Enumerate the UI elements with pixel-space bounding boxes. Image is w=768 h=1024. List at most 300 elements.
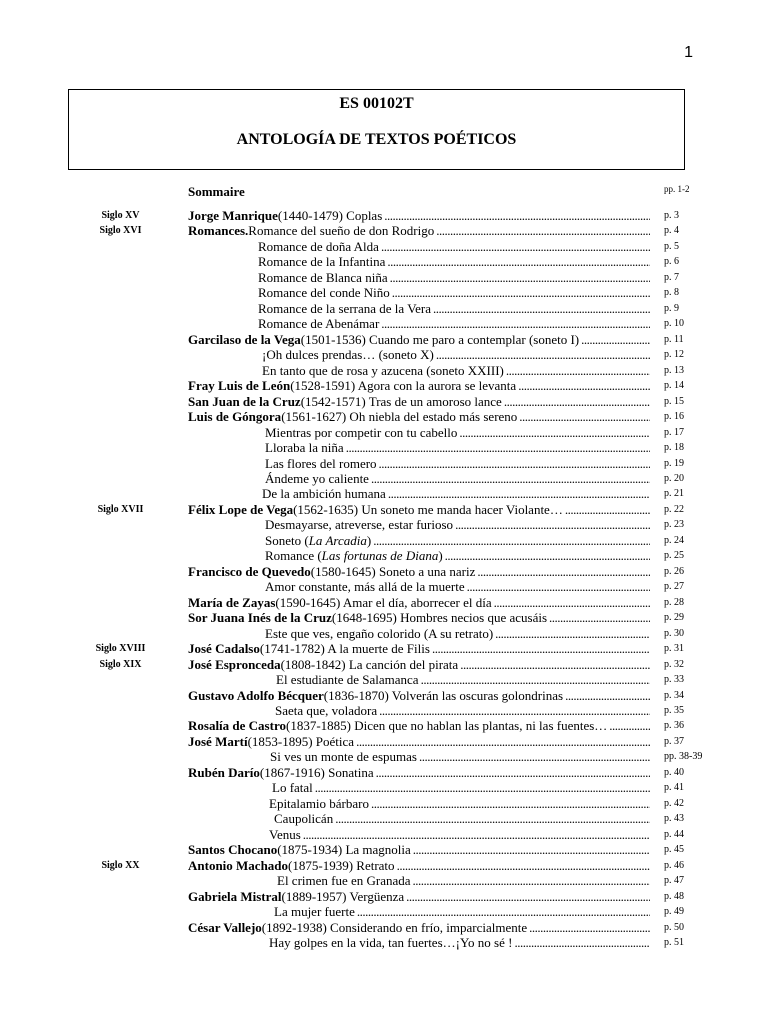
- poem-title: [265, 533, 371, 548]
- dot-leader: [371, 796, 650, 811]
- toc-entry: [0, 486, 768, 501]
- entry-text: [258, 239, 650, 254]
- entry-text: [265, 440, 650, 455]
- entry-text: [188, 409, 650, 424]
- toc-entry: [0, 827, 768, 842]
- poem-title-text: (1808-1842) La canción del pirata: [280, 656, 459, 672]
- author-name: Antonio Machado: [188, 857, 289, 873]
- author-name: Garcilaso de la Vega: [188, 331, 301, 347]
- poem-title: [269, 827, 301, 842]
- toc-entry: [0, 239, 768, 254]
- page-reference: p. 12: [664, 349, 684, 361]
- poem-title: [262, 363, 504, 378]
- toc-entry: [0, 935, 768, 950]
- entry-text: [265, 626, 650, 641]
- dot-leader: [518, 378, 650, 393]
- poem-title-text: (1562-1635) Un soneto me manda hacer Violante…: [293, 501, 563, 517]
- poem-title: [277, 842, 411, 857]
- entry-text: [262, 347, 650, 362]
- century-label: Siglo XV: [101, 210, 140, 221]
- poem-title: [286, 718, 607, 733]
- author-name: Jorge Manrique: [188, 208, 278, 223]
- page-reference: p. 43: [664, 813, 684, 825]
- toc-entry: [0, 316, 768, 331]
- poem-title-text: El crimen fue en Granada: [277, 873, 411, 889]
- entry-text: [265, 471, 650, 486]
- page-reference: p. 22: [664, 503, 684, 515]
- dot-leader: [504, 394, 650, 409]
- dot-leader: [529, 920, 650, 935]
- toc-entry: [0, 564, 768, 579]
- poem-title-text: (1892-1938) Considerando en frío, imparcialmente: [261, 919, 528, 935]
- poem-title: [275, 595, 491, 610]
- document-header: [68, 89, 685, 170]
- entry-text: [269, 796, 650, 811]
- toc-entry: [0, 456, 768, 471]
- dot-leader: [379, 703, 650, 718]
- page-reference: p. 29: [664, 612, 684, 624]
- entry-text: [265, 517, 650, 532]
- poem-title: [290, 378, 516, 393]
- author-name: Fray Luis de León: [188, 378, 291, 394]
- dot-leader: [346, 440, 650, 455]
- page-reference: p. 4: [664, 225, 679, 237]
- entry-text: [188, 858, 650, 873]
- page-reference: p. 41: [664, 782, 684, 794]
- dot-leader: [506, 363, 650, 378]
- dot-leader: [419, 749, 650, 764]
- page-reference: p. 11: [664, 333, 684, 345]
- poem-title: [258, 301, 431, 316]
- dot-leader: [387, 254, 650, 269]
- toc-entry: [0, 688, 768, 703]
- page-reference: p. 42: [664, 797, 684, 809]
- entry-text: [188, 595, 650, 610]
- entry-text: [265, 425, 650, 440]
- author-name: Sor Juana Inés de la Cruz: [188, 610, 332, 626]
- poem-title-text: Si ves un monte de espumas: [270, 749, 417, 765]
- dot-leader: [459, 425, 650, 440]
- poem-title-text: (1875-1934) La magnolia: [277, 842, 411, 858]
- page-reference: p. 46: [664, 859, 684, 871]
- page-reference: pp. 38-39: [664, 751, 703, 763]
- poem-title: [265, 425, 457, 440]
- entry-text: [258, 254, 650, 269]
- author-name: Luis de Góngora: [188, 409, 282, 425]
- page-reference: p. 7: [664, 271, 679, 283]
- toc-entry: [0, 440, 768, 455]
- page-reference: p. 14: [664, 380, 684, 392]
- dot-leader: [432, 641, 650, 656]
- dot-leader: [549, 610, 650, 625]
- page-reference: p. 21: [664, 488, 684, 500]
- entry-text: [188, 718, 650, 733]
- dot-leader: [519, 409, 650, 424]
- course-code: ES 00102T: [339, 95, 414, 112]
- dot-leader: [315, 780, 650, 795]
- dot-leader: [445, 548, 650, 563]
- toc-entry: [0, 641, 768, 656]
- poem-title: [262, 920, 527, 935]
- poem-title-text: Epitalamio bárbaro: [269, 795, 369, 811]
- entry-text: [272, 780, 650, 795]
- poem-title-text: Ándeme yo caliente: [265, 470, 369, 486]
- poem-title-text: (1853-1895) Poética: [247, 733, 355, 749]
- poem-title-text: Las flores del romero: [265, 455, 377, 471]
- entry-text: [262, 363, 650, 378]
- toc-entry: [0, 332, 768, 347]
- poem-title-text: Lo fatal: [272, 780, 313, 796]
- entry-text: [265, 579, 650, 594]
- poem-title: [282, 889, 405, 904]
- dot-leader: [413, 842, 650, 857]
- author-name: José Martí: [188, 733, 248, 749]
- poem-title-text: (1648-1695) Hombres necios que acusáis: [331, 610, 548, 626]
- author-name: Rosalía de Castro: [188, 718, 286, 734]
- author-name: Rubén Darío: [188, 764, 260, 780]
- toc-entry: [0, 409, 768, 424]
- author-name: Romances.: [188, 223, 249, 239]
- dot-leader: [609, 718, 650, 733]
- dot-leader: [303, 827, 650, 842]
- poem-title: [311, 564, 476, 579]
- toc-entry: [0, 363, 768, 378]
- poem-title: [275, 703, 377, 718]
- dot-leader: [379, 456, 650, 471]
- page-reference: p. 20: [664, 472, 684, 484]
- poem-title: [248, 223, 434, 238]
- entry-text: [188, 734, 650, 749]
- poem-title-italic: Las fortunas de Diana: [321, 548, 439, 564]
- toc-entry: [0, 270, 768, 285]
- entry-text: [188, 920, 650, 935]
- dot-leader: [388, 486, 650, 501]
- toc-entry: [0, 471, 768, 486]
- toc-entry: [0, 842, 768, 857]
- entry-text: [188, 889, 650, 904]
- poem-title-text: Soneto (: [265, 532, 309, 548]
- document-title: ANTOLOGÍA DE TEXTOS POÉTICOS: [236, 131, 517, 148]
- page-reference: p. 32: [664, 658, 684, 670]
- poem-title: [258, 285, 390, 300]
- dot-leader: [356, 734, 650, 749]
- poem-title: [332, 610, 547, 625]
- dot-leader: [581, 332, 650, 347]
- poem-title-text: (1580-1645) Soneto a una nariz: [310, 563, 476, 579]
- century-label: Siglo XIX: [99, 658, 142, 670]
- poem-title-text: (1741-1782) A la muerte de Filis: [259, 641, 430, 657]
- author-name: Gustavo Adolfo Bécquer: [188, 687, 324, 703]
- page-reference: p. 27: [664, 581, 684, 593]
- page-reference: p. 50: [664, 921, 684, 933]
- toc-entry: [0, 734, 768, 749]
- poem-title: [274, 811, 333, 826]
- page-reference: p. 28: [664, 596, 684, 608]
- entry-text: [274, 811, 650, 826]
- page-reference: p. 35: [664, 705, 684, 716]
- toc-entry: [0, 285, 768, 300]
- poem-title: [262, 486, 386, 501]
- page-reference: p. 8: [664, 287, 679, 299]
- page-reference: p. 13: [664, 364, 684, 376]
- page-reference: p. 16: [664, 411, 684, 423]
- poem-title-text: (1501-1536) Cuando me paro a contemplar (soneto I): [300, 331, 580, 347]
- page-reference: p. 47: [664, 875, 684, 887]
- toc-entry: [0, 548, 768, 563]
- page-reference: p. 51: [664, 937, 684, 949]
- entry-text: [188, 610, 650, 625]
- page-reference: p. 3: [664, 210, 679, 221]
- author-name: César Vallejo: [188, 919, 262, 935]
- poem-title: [301, 394, 502, 409]
- poem-title: [262, 347, 434, 362]
- entry-text: [258, 301, 650, 316]
- poem-title-text: Saeta que, voladora: [275, 703, 378, 718]
- dot-leader: [390, 270, 650, 285]
- dot-leader: [494, 595, 650, 610]
- dot-leader: [357, 904, 650, 919]
- poem-title: [269, 796, 369, 811]
- dot-leader: [373, 533, 650, 548]
- poem-title: [258, 270, 388, 285]
- poem-title-text: Amor constante, más allá de la muerte: [265, 579, 465, 595]
- toc-entry: [0, 657, 768, 672]
- author-name: Santos Chocano: [188, 842, 278, 858]
- entry-text: [188, 765, 650, 780]
- page-reference: p. 49: [664, 906, 684, 918]
- entry-text: [188, 223, 650, 238]
- poem-title-text: (1590-1645) Amar el día, aborrecer el día: [275, 594, 492, 610]
- entry-text: [188, 208, 650, 223]
- sommaire-pages: pp. 1-2: [664, 184, 690, 194]
- toc-entry: [0, 672, 768, 687]
- page-reference: p. 31: [664, 643, 684, 655]
- poem-title-text: Venus: [269, 826, 301, 842]
- toc-entry: [0, 595, 768, 610]
- poem-title-text: De la ambición humana: [262, 486, 386, 502]
- poem-title-text: El estudiante de Salamanca: [276, 672, 419, 688]
- poem-title: [258, 316, 379, 331]
- page-reference: p. 33: [664, 674, 684, 686]
- poem-title-suffix: ): [366, 532, 372, 548]
- dot-leader: [495, 626, 650, 641]
- poem-title: [270, 749, 417, 764]
- poem-title: [281, 409, 517, 424]
- page-reference: p. 19: [664, 457, 684, 469]
- entry-text: [188, 842, 650, 857]
- page-reference: p. 30: [664, 627, 684, 639]
- toc-entry: [0, 718, 768, 733]
- page-reference: p. 18: [664, 442, 684, 454]
- page-reference: p. 44: [664, 828, 684, 840]
- entry-text: [188, 378, 650, 393]
- dot-leader: [381, 316, 650, 331]
- century-label: Siglo XVII: [97, 503, 144, 515]
- poem-title: [265, 579, 465, 594]
- entry-text: [269, 935, 650, 950]
- century-label: Siglo XX: [101, 859, 140, 871]
- poem-title: [269, 935, 512, 950]
- poem-title-text: Hay golpes en la vida, tan fuertes…¡Yo no sé !: [269, 935, 513, 951]
- entry-text: [265, 533, 650, 548]
- poem-title: [248, 734, 355, 749]
- dot-leader: [460, 657, 650, 672]
- poem-title: [301, 332, 579, 347]
- dot-leader: [455, 517, 650, 532]
- poem-title-text: ¡Oh dulces prendas… (soneto X): [262, 347, 434, 363]
- poem-title: [274, 904, 355, 919]
- toc-entry: [0, 502, 768, 517]
- poem-title: [265, 440, 344, 455]
- toc-entry: [0, 610, 768, 625]
- author-name: Gabriela Mistral: [188, 888, 282, 904]
- poem-title: [265, 471, 369, 486]
- entry-text: [258, 270, 650, 285]
- poem-title-text: Romance de Blanca niña: [258, 269, 388, 285]
- entry-text: [188, 332, 650, 347]
- page-reference: p. 23: [664, 519, 684, 531]
- page-reference: p. 40: [664, 766, 684, 778]
- poem-title-text: Romance de la serrana de la Vera: [258, 300, 432, 316]
- toc-entry: [0, 301, 768, 316]
- poem-title-text: (1440-1479) Coplas: [277, 208, 383, 223]
- dot-leader: [397, 858, 650, 873]
- poem-title-text: La mujer fuerte: [274, 904, 355, 920]
- toc-entry: [0, 858, 768, 873]
- poem-title: [265, 626, 493, 641]
- century-label: Siglo XVI: [99, 225, 142, 237]
- poem-title: [324, 688, 563, 703]
- dot-leader: [477, 564, 650, 579]
- dot-leader: [565, 502, 650, 517]
- entry-text: [262, 486, 650, 501]
- entry-text: [270, 749, 650, 764]
- poem-title-text: Desmayarse, atreverse, estar furioso: [265, 517, 454, 533]
- poem-title: [258, 239, 379, 254]
- entry-text: [188, 641, 650, 656]
- page-reference: p. 36: [664, 720, 684, 732]
- toc-entry: [0, 626, 768, 641]
- entry-text: [188, 657, 650, 672]
- poem-title-text: (1889-1957) Vergüenza: [281, 888, 405, 904]
- poem-title-text: Romance de Abenámar: [258, 316, 380, 332]
- toc-entry: [0, 533, 768, 548]
- toc-entry: [0, 579, 768, 594]
- dot-leader: [381, 239, 650, 254]
- author-name: Félix Lope de Vega: [188, 501, 294, 517]
- poem-title-text: (1542-1571) Tras de un amoroso lance: [300, 393, 502, 409]
- toc-entry: [0, 394, 768, 409]
- poem-title: [260, 765, 374, 780]
- author-name: José Cadalso: [188, 641, 260, 657]
- poem-title: [277, 873, 411, 888]
- poem-title-text: Romance del sueño de don Rodrigo: [248, 223, 435, 239]
- dot-leader: [413, 873, 650, 888]
- entry-text: [265, 548, 650, 563]
- poem-title-text: Caupolicán: [274, 811, 334, 827]
- entry-text: [277, 873, 650, 888]
- toc-entry: [0, 780, 768, 795]
- toc-entry: [0, 347, 768, 362]
- poem-title: [272, 780, 313, 795]
- page-reference: p. 15: [664, 395, 684, 407]
- toc-entry: [0, 796, 768, 811]
- entry-text: [188, 688, 650, 703]
- author-name: María de Zayas: [188, 594, 276, 610]
- toc-entry: [0, 889, 768, 904]
- dot-leader: [467, 579, 650, 594]
- poem-title-text: (1837-1885) Dicen que no hablan las plantas, ni las fuentes…: [285, 718, 608, 734]
- poem-title-suffix: ): [438, 548, 443, 564]
- entry-text: [188, 502, 650, 517]
- dot-leader: [436, 347, 650, 362]
- poem-title-text: (1836-1870) Volverán las oscuras golondrinas: [323, 687, 564, 703]
- entry-text: [269, 827, 650, 842]
- toc-entry: [0, 873, 768, 888]
- page-reference: p. 24: [664, 534, 684, 546]
- poem-title: [265, 517, 453, 532]
- dot-leader: [421, 672, 650, 687]
- table-of-contents: [0, 208, 768, 951]
- poem-title-text: Este que ves, engaño colorido (A su retrato): [265, 625, 494, 641]
- toc-entry: [0, 904, 768, 919]
- dot-leader: [514, 935, 650, 950]
- page-reference: p. 10: [664, 318, 684, 330]
- page-reference: p. 6: [664, 256, 679, 268]
- dot-leader: [376, 765, 650, 780]
- page-reference: p. 48: [664, 890, 684, 902]
- toc-entry: [0, 223, 768, 238]
- poem-title: [265, 456, 377, 471]
- page-reference: p. 37: [664, 735, 684, 747]
- poem-title-text: (1561-1627) Oh niebla del estado más sereno: [281, 409, 518, 425]
- toc-entry: [0, 208, 768, 223]
- author-name: San Juan de la Cruz: [188, 393, 301, 409]
- poem-title-text: Romance de la Infantina: [258, 254, 386, 270]
- poem-title-text: Romance del conde Niño: [258, 285, 390, 301]
- poem-title: [265, 548, 443, 563]
- entry-text: [258, 316, 650, 331]
- poem-title: [288, 858, 395, 873]
- poem-title-text: (1875-1939) Retrato: [288, 857, 395, 873]
- poem-title-text: Mientras por competir con tu cabello: [265, 424, 458, 440]
- toc-entry: [0, 920, 768, 935]
- poem-title: [276, 672, 419, 687]
- poem-title-text: Romance (: [265, 548, 322, 564]
- poem-title-text: Romance de doña Alda: [258, 238, 379, 254]
- page-reference: p. 45: [664, 844, 684, 856]
- dot-leader: [335, 811, 650, 826]
- poem-title: [278, 208, 382, 223]
- toc-entry: [0, 749, 768, 764]
- toc-entry: [0, 517, 768, 532]
- dot-leader: [392, 285, 650, 300]
- page-reference: p. 26: [664, 565, 684, 577]
- page-reference: p. 5: [664, 240, 679, 252]
- dot-leader: [406, 889, 650, 904]
- page-reference: p. 25: [664, 550, 684, 562]
- entry-text: [276, 672, 650, 687]
- poem-title: [258, 254, 385, 269]
- toc-entry: [0, 765, 768, 780]
- poem-title: [293, 502, 563, 517]
- poem-title-text: (1867-1916) Sonatina: [259, 764, 374, 780]
- poem-title-text: Lloraba la niña: [265, 440, 344, 456]
- entry-text: [258, 285, 650, 300]
- toc-entry: [0, 378, 768, 393]
- dot-leader: [565, 688, 650, 703]
- dot-leader: [371, 471, 650, 486]
